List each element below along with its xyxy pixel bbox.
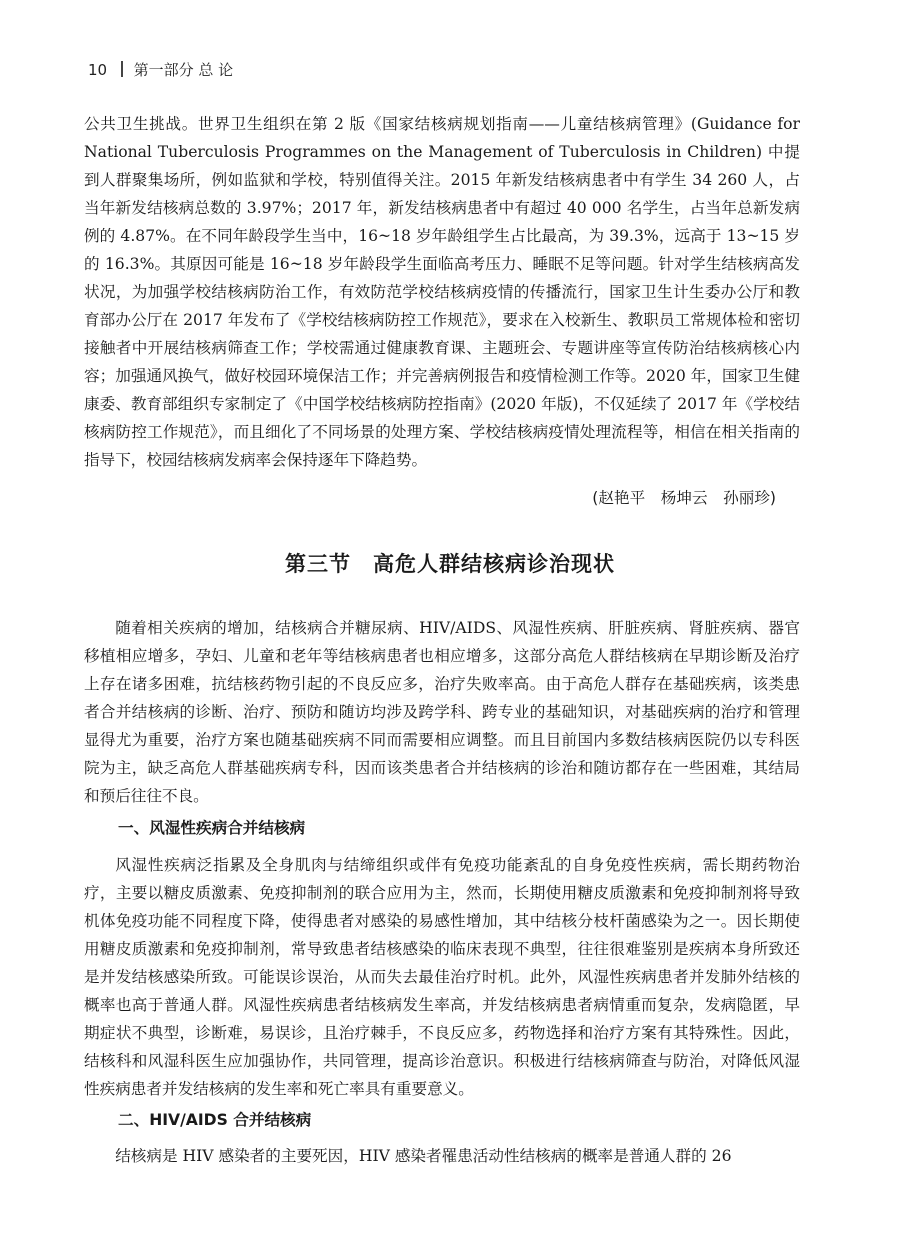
subheading-hiv-aids: 二、HIV/AIDS 合并结核病 bbox=[118, 1111, 312, 1129]
running-header bbox=[88, 58, 233, 82]
section-title: 第三节 高危人群结核病诊治现状 bbox=[285, 551, 615, 576]
subheading-rheumatic: 一、风湿性疾病合并结核病 bbox=[118, 819, 306, 837]
part-title: 第一部分 总 论 bbox=[133, 61, 234, 79]
paragraph-hiv-tb: 结核病是 HIV 感染者的主要死因，HIV 感染者罹患活动性结核病的概率是普通人群的 26 bbox=[115, 1147, 732, 1165]
header-divider bbox=[121, 61, 123, 77]
paragraph-school-tb: 公共卫生挑战。世界卫生组织在第 2 版《国家结核病规划指南——儿童结核病管理》(Guidance for National Tuberculosis Programmes on the Management of Tuberculosis in Children) 中提到人群聚集场所，例如监狱和学校，特别值得关注。2015 年新发结核病患者中有学生 34 260 人，占当年新发结核病总数的 3.97%；2017 年，新发结核病患者中有超过 40 000 名学生，占当年总新发病例的 4.87%。在不同年龄段学生当中，16~18 岁年龄组学生占比最高，为 39.3%，远高于 13~15 岁的 16.3%。其原因可能是 16~18 岁年龄段学生面临高考压力、睡眠不足等问题。针对学生结核病高发状况，为加强学校结核病防治工作，有效防范学校结核病疫情的传播流行，国家卫生计生委办公厅和教育部办公厅在 2017 年发布了《学校结核病防控工作规范》，要求在入校新生、教职员工常规体检和密切接触者中开展结核病筛查工作；学校需通过健康教育课、主题班会、专题讲座等宣传防治结核病核心内容；加强通风换气，做好校园环境保洁工作；并完善病例报告和疫情检测工作等。2020 年，国家卫生健康委、教育部组织专家制定了《中国学校结核病防控指南》(2020 年版)，不仅延续了 2017 年《学校结核病防控工作规范》，而且细化了不同场景的处理方案、学校结核病疫情处理流程等，相信在相关指南的指导下，校园结核病发病率会保持逐年下降趋势。 bbox=[84, 115, 800, 469]
paragraph-rheumatic-tb: 风湿性疾病泛指累及全身肌肉与结缔组织或伴有免疫功能紊乱的自身免疫性疾病，需长期药物治疗，主要以糖皮质激素、免疫抑制剂的联合应用为主，然而，长期使用糖皮质激素和免疫抑制剂将导致机体免疫功能不同程度下降，使得患者对感染的易感性增加，其中结核分枝杆菌感染为之一。因长期使用糖皮质激素和免疫抑制剂，常导致患者结核感染的临床表现不典型，往往很难鉴别是疾病本身所致还是并发结核感染所致。可能误诊误治，从而失去最佳治疗时机。此外，风湿性疾病患者并发肺外结核的概率也高于普通人群。风湿性疾病患者结核病发生率高，并发结核病患者病情重而复杂，发病隐匿，早期症状不典型，诊断难，易误诊，且治疗棘手，不良反应多，药物选择和治疗方案有其特殊性。因此，结核科和风湿科医生应加强协作，共同管理，提高诊治意识。积极进行结核病筛查与防治，对降低风湿性疾病患者并发结核病的发生率和死亡率具有重要意义。 bbox=[84, 856, 800, 1098]
page-number: 10 bbox=[88, 61, 108, 79]
author-credits: (赵艳平 杨坤云 孙丽珍) bbox=[592, 489, 776, 507]
paragraph-high-risk-intro: 随着相关疾病的增加，结核病合并糖尿病、HIV/AIDS、风湿性疾病、肝脏疾病、肾脏疾病、器官移植相应增多，孕妇、儿童和老年等结核病患者也相应增多，这部分高危人群结核病在早期诊断及治疗上存在诸多困难，抗结核药物引起的不良反应多，治疗失败率高。由于高危人群存在基础疾病，该类患者合并结核病的诊断、治疗、预防和随访均涉及跨学科、跨专业的基础知识，对基础疾病的治疗和管理显得尤为重要，治疗方案也随基础疾病不同而需要相应调整。而且目前国内多数结核病医院仍以专科医院为主，缺乏高危人群基础疾病专科，因而该类患者合并结核病的诊治和随访都存在一些困难，其结局和预后往往不良。 bbox=[84, 619, 800, 805]
